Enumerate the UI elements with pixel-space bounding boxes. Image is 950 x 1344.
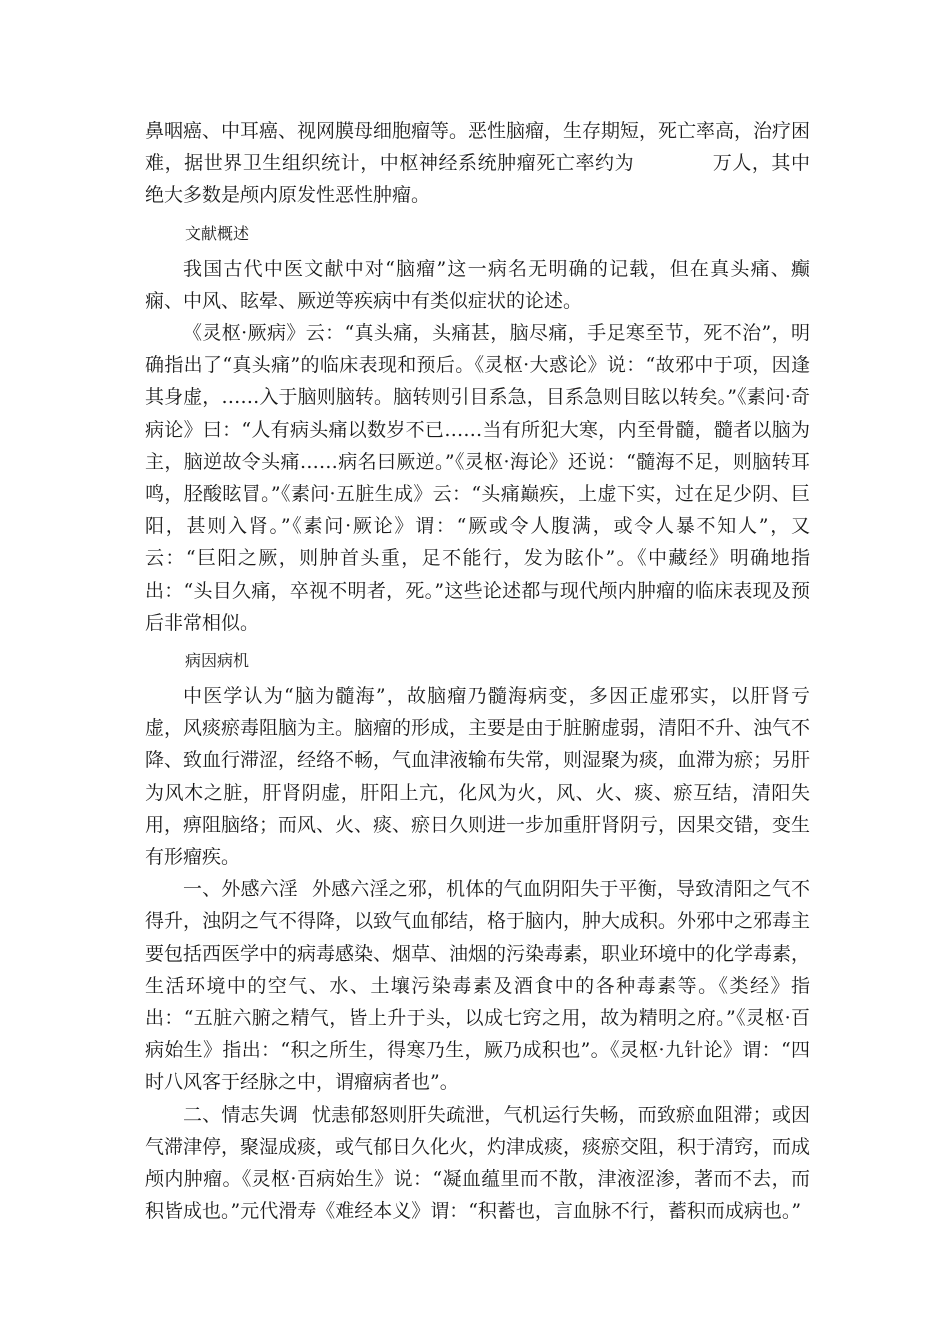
intro-text-b: 万人，其中绝大多数是颅内原发性恶性肿瘤。 [145, 152, 810, 207]
section-heading-etiology: 病因病机 [185, 651, 250, 671]
intro-paragraph [145, 115, 810, 212]
subsection-1-text: 外感六淫之邪，机体的气血阴阳失于平衡，导致清阳之气不得升，浊阴之气不得降，以致气血郁结，格于脑内，肿大成积。外邪中之邪毒主要包括西医学中的病毒感染、烟草、油烟的污染毒素，职业环境中的化学毒素，生活环境中的空气、水、土壤污染毒素及酒食中的各种毒素等。《类经》指出：“五脏六腑之精气，皆上升于头，以成七窍之用，故为精明之府。”《灵枢·百病始生》指出：“积之所生，得寒乃生，厥乃成积也”。《灵枢·九针论》谓：“四时八风客于经脉之中，谓瘤病者也”。 [145, 878, 811, 1094]
etiology-paragraph-1: 中医学认为“脑为髓海”，故脑瘤乃髓海病变，多因正虚邪实，以肝肾亏虚，风痰瘀毒阻脑为主。脑瘤的形成，主要是由于脏腑虚弱，清阳不升、浊气不降、致血行滞涩，经络不畅，气血津液输布失常，则湿聚为痰，血滞为瘀；另肝为风木之脏，肝肾阴虚，肝阳上亢，化风为火，风、火、痰、瘀互结，清阳失用，痹阻脑络；而风、火、痰、瘀日久则进一步加重肝肾阴亏，因果交错，变生有形瘤疾。 [145, 685, 811, 869]
literature-paragraph-2: 《灵枢·厥病》云：“真头痛，头痛甚，脑尽痛，手足寒至节，死不治”，明确指出了“真头痛”的临床表现和预后。《灵枢·大惑论》说：“故邪中于项，因逢其身虚，……入于脑则脑转。脑转则引目系急，目系急则目眩以转矣。”《素问·奇病论》曰：“人有病头痛以数岁不已……当有所犯大寒，内至骨髓，髓者以脑为主，脑逆故令头痛……病名曰厥逆。”《灵枢·海论》还说：“髓海不足，则脑转耳鸣，胫酸眩冒。”《素问·五脏生成》云：“头痛巅疾，上虚下实，过在足少阴、巨阳，甚则入肾。”《素问·厥论》谓：“厥或令人腹满，或令人暴不知人”，又云：“巨阳之厥，则肿首头重，足不能行，发为眩仆”。《中藏经》明确地指出：“头目久痛，卒视不明者，死。”这些论述都与现代颅内肿瘤的临床表现及预后非常相似。 [145, 322, 810, 634]
subsection-1-title: 一、外感六淫 [183, 878, 298, 901]
section-heading-literature: 文献概述 [185, 223, 250, 243]
subsection-2-text: 忧恚郁怒则肝失疏泄，气机运行失畅，而致瘀血阻滞；或因气滞津停，聚湿成痰，或气郁日久化火，灼津成痰，痰瘀交阻，积于清窍，而成颅内肿瘤。《灵枢·百病始生》说：“凝血蕴里而不散，津液涩渗，著而不去，而积皆成也。”元代滑寿《难经本义》谓：“积蓄也，言血脉不行，蓄积而成病也。” [145, 1103, 811, 1223]
document-page [145, 115, 810, 1228]
subsection-2-title: 二、情志失调 [183, 1103, 298, 1126]
etiology-subsection-1 [145, 873, 810, 1098]
etiology-subsection-2 [145, 1099, 810, 1228]
intro-text-a: 鼻咽癌、中耳癌、视网膜母细胞瘤等。恶性脑瘤，生存期短，死亡率高，治疗困难，据世界卫生组织统计，中枢神经系统肿瘤死亡率约为 [145, 120, 811, 175]
literature-paragraph-1: 我国古代中医文献中对“脑瘤”这一病名无明确的记载，但在真头痛、癫痫、中风、眩晕、厥逆等疾病中有类似症状的论述。 [145, 257, 810, 312]
